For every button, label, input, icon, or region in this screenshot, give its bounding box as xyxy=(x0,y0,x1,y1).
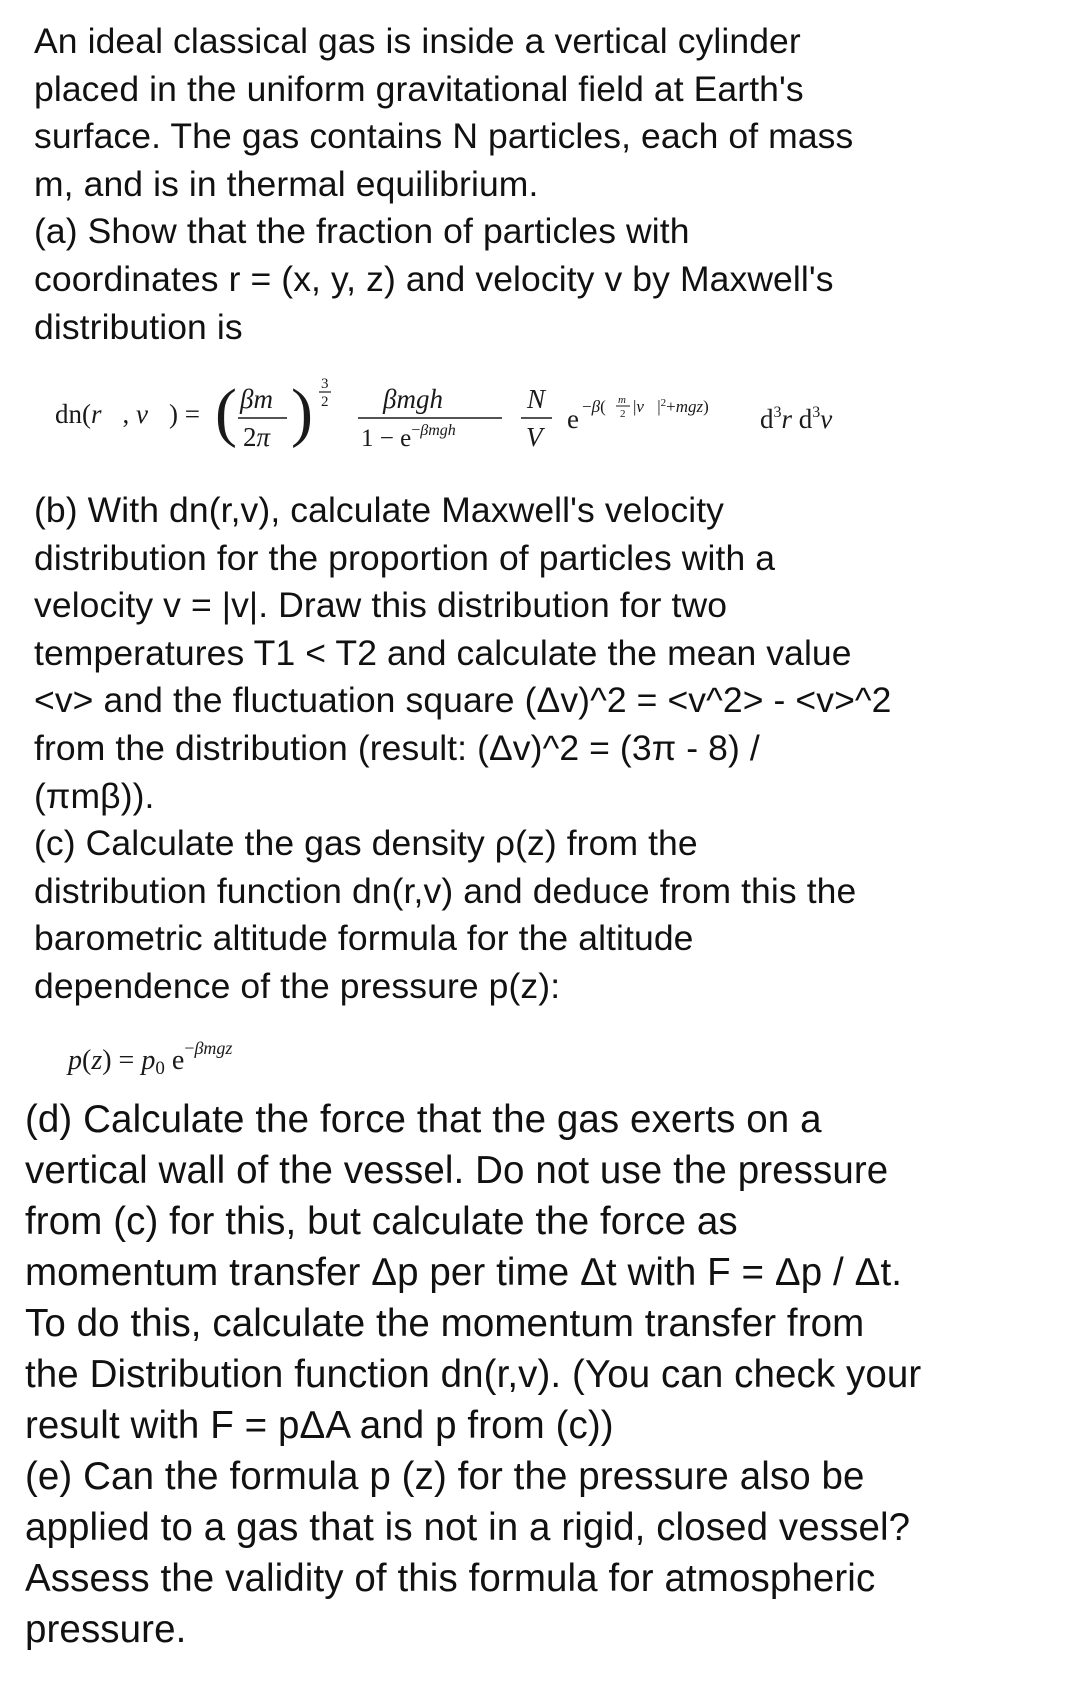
part-b-line: velocity v = |v|. Draw this distribution for two xyxy=(34,585,728,626)
part-c-line: barometric altitude formula for the altitude xyxy=(34,918,694,959)
part-d-line: (d) Calculate the force that the gas exerts on a xyxy=(25,1098,822,1141)
part-d-line: momentum transfer Δp per time Δt with F = Δp / Δt. xyxy=(25,1251,903,1294)
problem-intro xyxy=(34,18,1060,351)
exponent-numerator: 3 xyxy=(321,376,329,392)
part-d-line: result with F = pΔA and p from (c)) xyxy=(25,1404,614,1447)
part-b-line: (πmβ)). xyxy=(34,775,155,816)
half-m-denominator: 2 xyxy=(620,408,626,420)
text-line: An ideal classical gas is inside a vertical cylinder xyxy=(34,21,801,61)
part-d-e-text xyxy=(25,1094,1060,1655)
exponential-base: e xyxy=(567,404,579,434)
part-b-line: distribution for the proportion of particles with a xyxy=(34,537,776,578)
text-line: surface. The gas contains N particles, each of mass xyxy=(34,116,854,157)
equation-a-svg xyxy=(55,372,955,472)
maxwell-distribution-equation xyxy=(55,372,955,472)
part-b-line: from the distribution (result: (Δv)^2 = (3π - 8) / xyxy=(34,727,760,768)
exponential-power-rest: $|v⃗|^2+mgz$) xyxy=(633,397,709,416)
half-m-numerator: m xyxy=(618,394,626,406)
part-e-line: Assess the validity of this formula for atmospheric xyxy=(25,1557,876,1600)
left-paren: ( xyxy=(215,376,237,449)
part-d-line: the Distribution function dn(r,v). (You can check your xyxy=(25,1353,922,1396)
exponential-power: −β( xyxy=(582,397,606,416)
text-line: m, and is in thermal equilibrium. xyxy=(34,163,539,204)
exponent-denominator: 2 xyxy=(321,394,329,410)
fraction2-numerator: βmgh xyxy=(383,384,443,414)
equation-a-lhs: dn(r⃗, v⃗) = xyxy=(55,399,200,429)
base-numerator: βm xyxy=(240,384,273,414)
differentials: $d^3r$ $d^3v$ xyxy=(760,404,833,434)
equation-c-svg xyxy=(68,1031,468,1079)
part-d-line: vertical wall of the vessel. Do not use the pressure xyxy=(25,1149,889,1192)
part-e-line: (e) Can the formula p (z) for the pressure also be xyxy=(25,1455,865,1498)
part-e-line: pressure. xyxy=(25,1608,187,1651)
part-b-line: <v> and the fluctuation square (Δv)^2 = <v^2> - <v>^2 xyxy=(34,680,892,721)
part-e-line: applied to a gas that is not in a rigid, closed vessel? xyxy=(25,1506,911,1549)
part-c-line: distribution function dn(r,v) and deduce from this the xyxy=(34,870,857,911)
text-line: placed in the uniform gravitational field at Earth's xyxy=(34,68,804,109)
part-d-line: To do this, calculate the momentum transfer from xyxy=(25,1302,865,1345)
barometric-formula: p(z) = p0 e−βmgz xyxy=(68,1038,233,1079)
part-d-line: from (c) for this, but calculate the force as xyxy=(25,1200,738,1243)
part-b-line: (b) With dn(r,v), calculate Maxwell's velocity xyxy=(34,490,725,530)
part-a-line: coordinates r = (x, y, z) and velocity v by Maxwell's xyxy=(34,258,834,299)
part-c-line: (c) Calculate the gas density ρ(z) from the xyxy=(34,823,698,864)
base-denominator: 2π xyxy=(243,422,271,452)
fraction3-numerator: N xyxy=(527,384,546,414)
right-paren: ) xyxy=(291,376,313,449)
part-c-line: dependence of the pressure p(z): xyxy=(34,965,561,1006)
part-b-line: temperatures T1 < T2 and calculate the mean value xyxy=(34,632,852,673)
part-a-line: distribution is xyxy=(34,306,243,347)
part-a-line: (a) Show that the fraction of particles with xyxy=(34,211,690,252)
fraction2-denominator: 1 − e−βmgh xyxy=(361,422,456,452)
part-b-c-text xyxy=(34,487,1060,1011)
barometric-formula-equation xyxy=(68,1031,468,1079)
fraction3-denominator: V xyxy=(526,422,543,452)
